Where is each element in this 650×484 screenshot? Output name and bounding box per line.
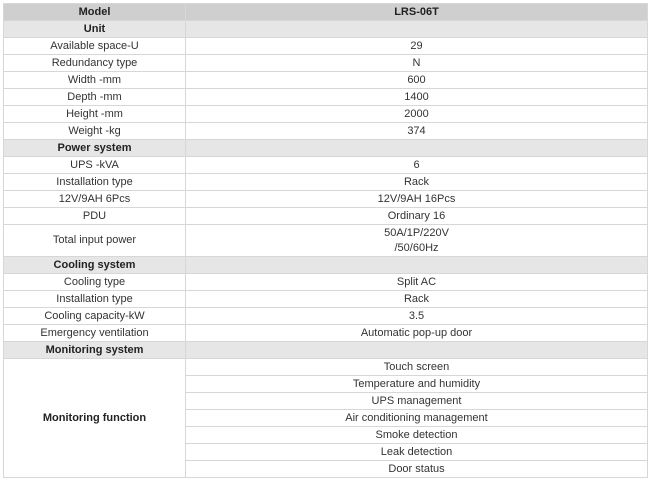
row-label: Emergency ventilation	[4, 325, 186, 342]
monitoring-item: Temperature and humidity	[186, 376, 648, 393]
row-value: Ordinary 16	[186, 208, 648, 225]
section-cooling-system	[4, 257, 648, 274]
row-value: 3.5	[186, 308, 648, 325]
row-label: Width -mm	[4, 72, 186, 89]
section-power-system	[4, 140, 648, 157]
table-row	[4, 359, 648, 376]
row-label: Depth -mm	[4, 89, 186, 106]
table-row	[4, 308, 648, 325]
row-value: 12V/9AH 16Pcs	[186, 191, 648, 208]
row-value: 600	[186, 72, 648, 89]
row-value	[186, 225, 648, 257]
table-row	[4, 274, 648, 291]
section-filler	[186, 342, 648, 359]
table-row	[4, 72, 648, 89]
table-row	[4, 89, 648, 106]
row-value: 2000	[186, 106, 648, 123]
table-row	[4, 55, 648, 72]
table-row	[4, 325, 648, 342]
section-title: Power system	[4, 140, 186, 157]
row-label: Cooling capacity-kW	[4, 308, 186, 325]
row-value: Split AC	[186, 274, 648, 291]
section-title: Monitoring system	[4, 342, 186, 359]
section-monitoring-system	[4, 342, 648, 359]
row-label: UPS -kVA	[4, 157, 186, 174]
row-value: N	[186, 55, 648, 72]
row-label: Available space-U	[4, 38, 186, 55]
row-value: 6	[186, 157, 648, 174]
row-label: PDU	[4, 208, 186, 225]
table-row	[4, 106, 648, 123]
table-row	[4, 157, 648, 174]
table-row	[4, 174, 648, 191]
row-value: 1400	[186, 89, 648, 106]
row-label: Height -mm	[4, 106, 186, 123]
row-value: 29	[186, 38, 648, 55]
row-value-line: /50/60Hz	[394, 241, 439, 254]
monitoring-function-label: Monitoring function	[4, 359, 186, 478]
monitoring-item: Door status	[186, 461, 648, 478]
monitoring-item: UPS management	[186, 393, 648, 410]
row-value: Automatic pop-up door	[186, 325, 648, 342]
spec-table	[3, 3, 648, 478]
row-label: Weight -kg	[4, 123, 186, 140]
table-row	[4, 38, 648, 55]
row-label: Redundancy type	[4, 55, 186, 72]
row-label: 12V/9AH 6Pcs	[4, 191, 186, 208]
table-row	[4, 191, 648, 208]
table-row	[4, 123, 648, 140]
section-unit	[4, 21, 648, 38]
section-filler	[186, 140, 648, 157]
monitoring-item: Touch screen	[186, 359, 648, 376]
row-value-line: 50A/1P/220V	[384, 226, 449, 239]
row-label: Installation type	[4, 291, 186, 308]
header-model-value: LRS-06T	[186, 4, 648, 21]
row-label: Installation type	[4, 174, 186, 191]
header-model-label: Model	[4, 4, 186, 21]
row-value: Rack	[186, 291, 648, 308]
section-filler	[186, 21, 648, 38]
table-row	[4, 208, 648, 225]
row-label: Cooling type	[4, 274, 186, 291]
row-value: 374	[186, 123, 648, 140]
section-title: Cooling system	[4, 257, 186, 274]
table-row	[4, 291, 648, 308]
table-row	[4, 225, 648, 257]
table-header-row	[4, 4, 648, 21]
row-label: Total input power	[4, 225, 186, 257]
monitoring-item: Leak detection	[186, 444, 648, 461]
monitoring-item: Smoke detection	[186, 427, 648, 444]
row-value: Rack	[186, 174, 648, 191]
monitoring-item: Air conditioning management	[186, 410, 648, 427]
section-title: Unit	[4, 21, 186, 38]
section-filler	[186, 257, 648, 274]
